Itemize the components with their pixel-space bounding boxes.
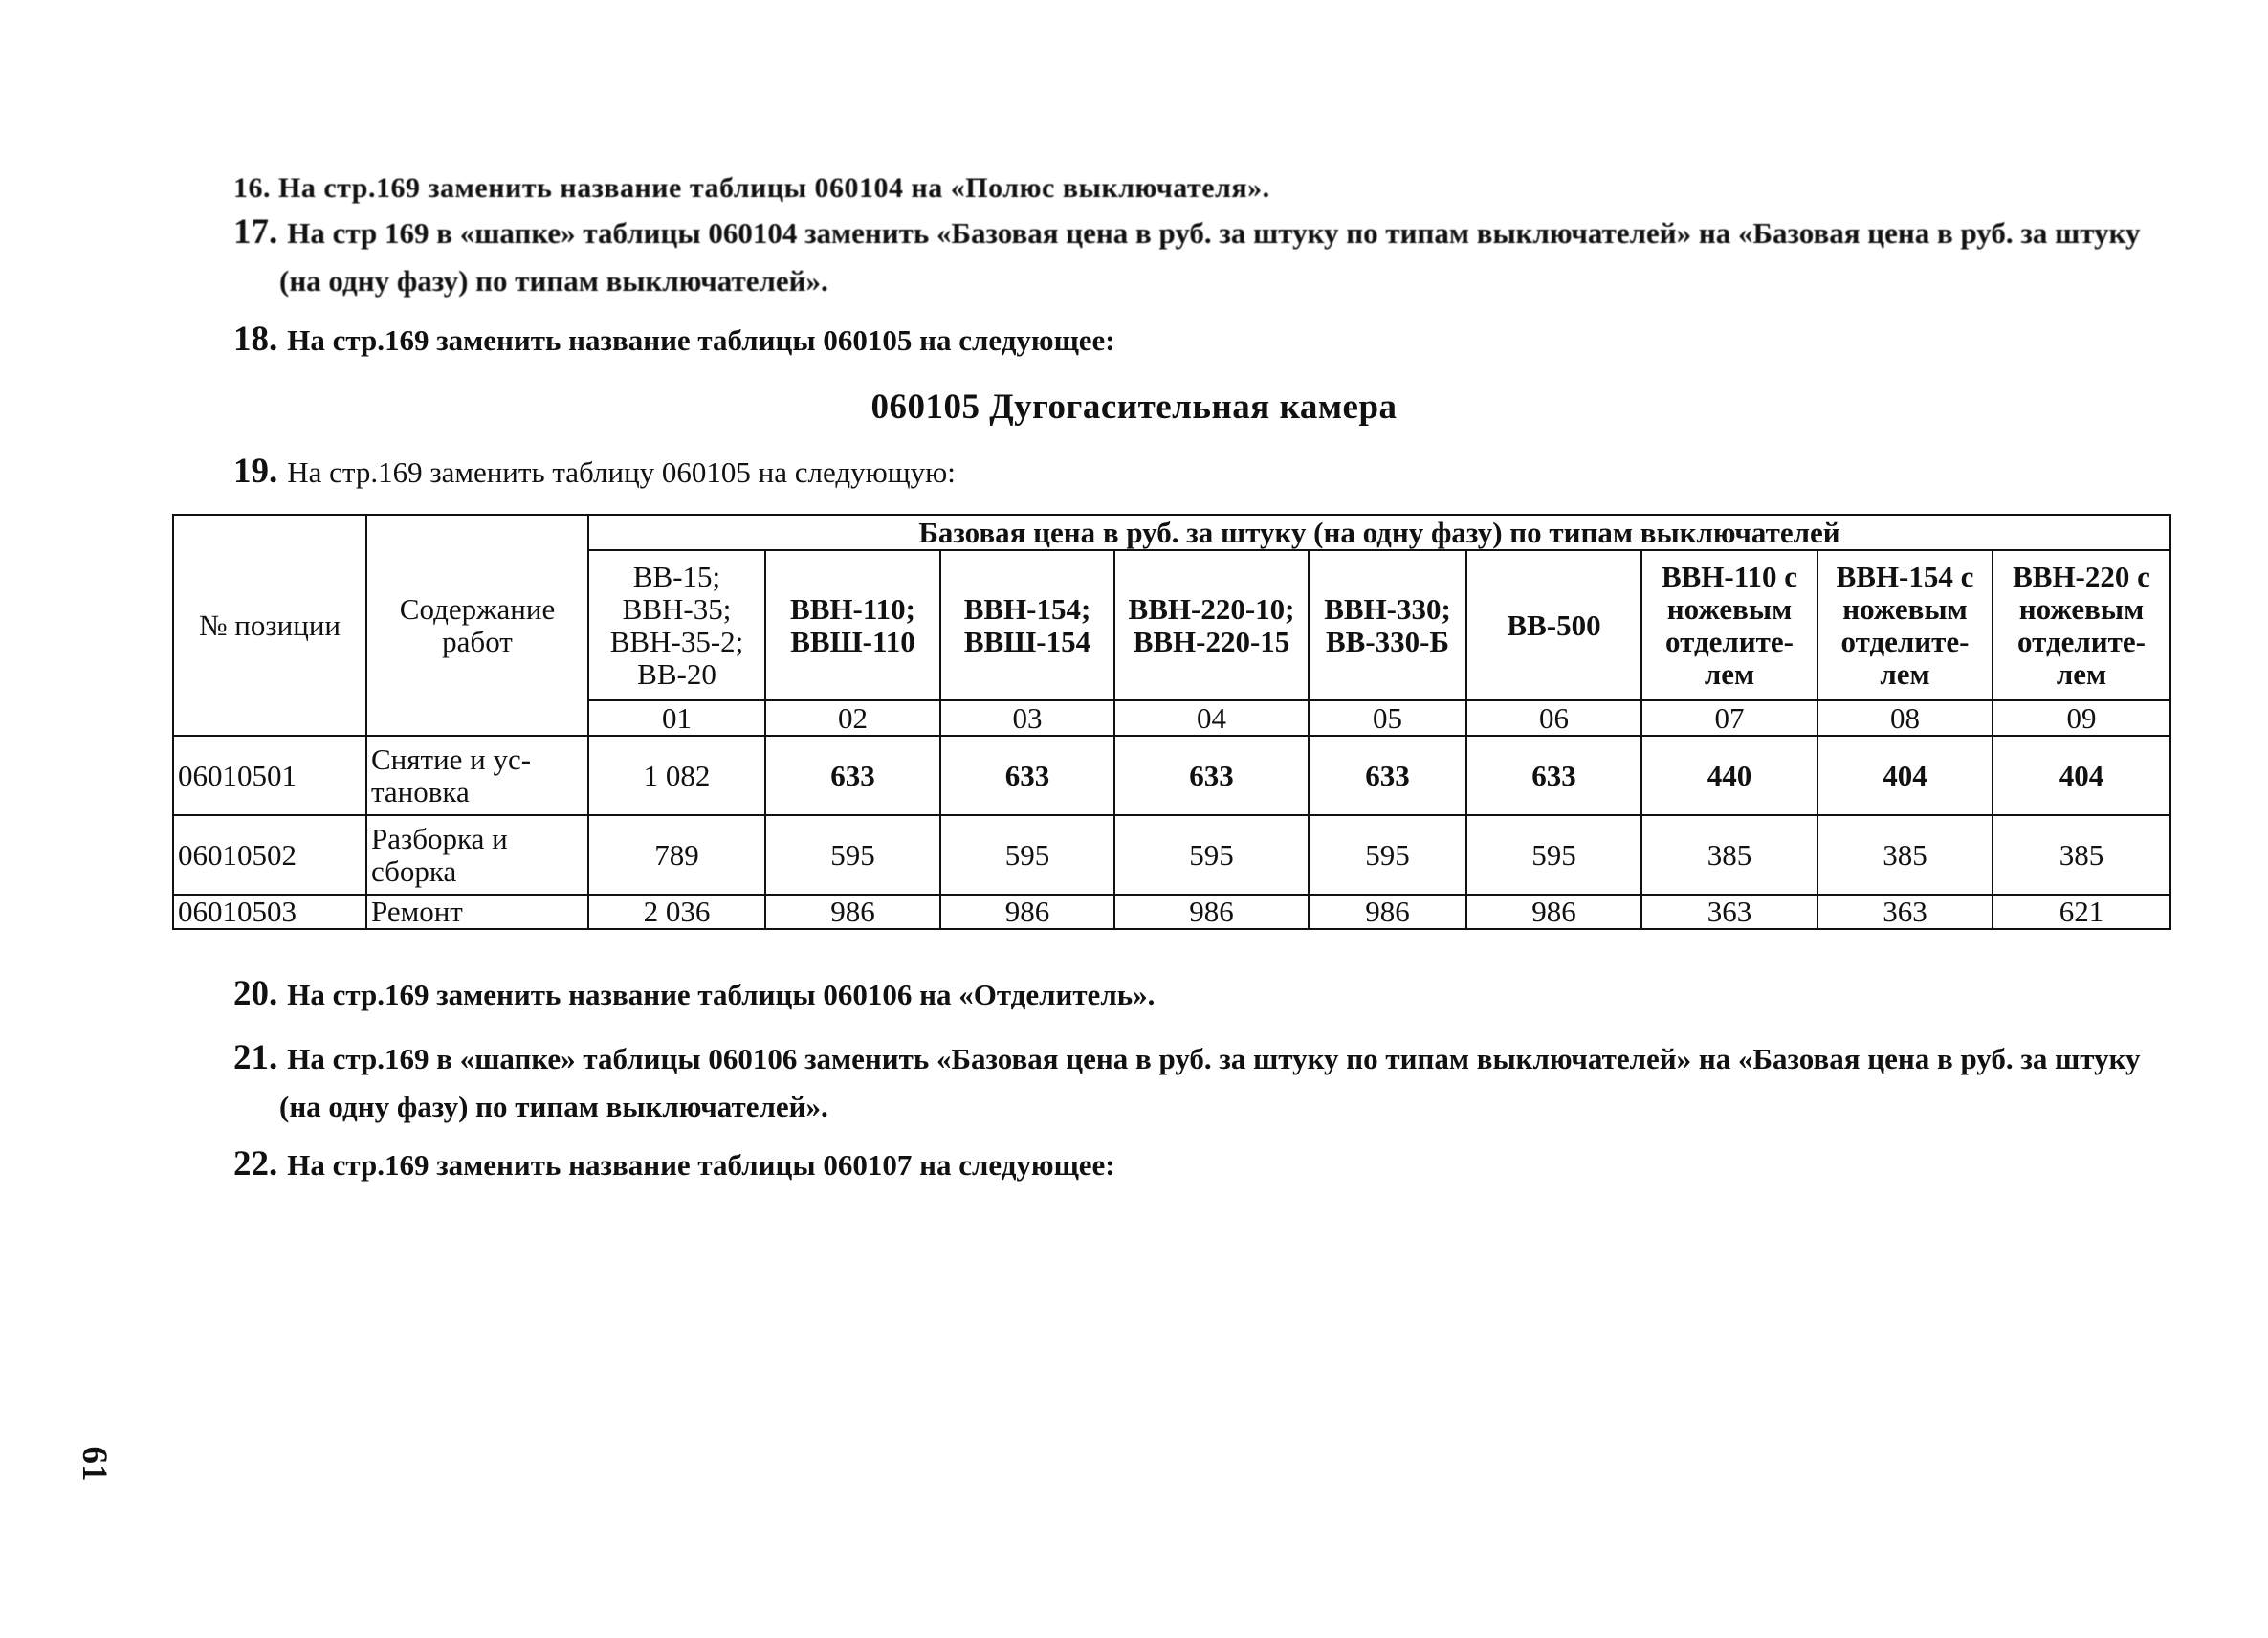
row-work: Ремонт: [366, 895, 588, 929]
row-value: 595: [940, 815, 1114, 895]
row-value: 385: [1817, 815, 1993, 895]
page-number: 61: [75, 1446, 114, 1482]
row-value: 404: [1993, 736, 2170, 815]
header-type: ВВН-220-10; ВВН-220-15: [1114, 550, 1309, 700]
header-type: ВВ-15; ВВН-35; ВВН-35-2; ВВ-20: [588, 550, 765, 700]
row-value: 2 036: [588, 895, 765, 929]
item-20-number: 20.: [233, 974, 278, 1013]
row-value: 986: [1114, 895, 1309, 929]
header-group: Базовая цена в руб. за штуку (на одну фазу) по типам выключателей: [588, 515, 2170, 550]
row-value: 633: [1309, 736, 1466, 815]
row-work: Снятие и ус-тановка: [366, 736, 588, 815]
row-value: 595: [1466, 815, 1641, 895]
item-20: [233, 970, 2127, 1019]
item-18: [233, 316, 2127, 365]
row-value: 404: [1817, 736, 1993, 815]
item-17-text: На стр 169 в «шапке» таблицы 060104 заменить «Базовая цена в руб. за штуку по типам выключателей» на «Базовая цена в руб. за штуку (на одну фазу) по типам выключателей».: [279, 216, 2141, 298]
row-value: 633: [1114, 736, 1309, 815]
header-code: 03: [940, 700, 1114, 736]
header-type: ВВН-110; ВВШ-110: [765, 550, 940, 700]
item-18-text: На стр.169 заменить название таблицы 060105 на следующее:: [287, 323, 1115, 357]
header-code: 08: [1817, 700, 1993, 736]
header-code: 07: [1641, 700, 1817, 736]
row-work: Разборка и сборка: [366, 815, 588, 895]
header-type: ВВ-500: [1466, 550, 1641, 700]
header-type: ВВН-110 с ножевым отделите-лем: [1641, 550, 1817, 700]
item-21-text: На стр.169 в «шапке» таблицы 060106 заменить «Базовая цена в руб. за штуку по типам выключателей» на «Базовая цена в руб. за штуку (на одну фазу) по типам выключателей».: [279, 1042, 2141, 1123]
row-value: 633: [940, 736, 1114, 815]
row-value: 986: [1466, 895, 1641, 929]
row-value: 385: [1993, 815, 2170, 895]
row-value: 789: [588, 815, 765, 895]
row-value: 621: [1993, 895, 2170, 929]
header-code: 01: [588, 700, 765, 736]
header-code: 09: [1993, 700, 2170, 736]
row-value: 595: [765, 815, 940, 895]
item-22-number: 22.: [233, 1144, 278, 1184]
item-21-number: 21.: [233, 1038, 278, 1077]
item-21: [233, 1034, 2173, 1131]
item-16-text: 16. На стр.169 заменить название таблицы 060104 на «Полюс выключателя».: [233, 172, 1270, 204]
row-value: 986: [765, 895, 940, 929]
header-content: Содержание работ: [366, 515, 588, 736]
item-19-number: 19.: [233, 452, 278, 491]
table-row: [173, 736, 2170, 815]
item-19-text: На стр.169 заменить таблицу 060105 на следующую:: [287, 455, 956, 489]
row-value: 1 082: [588, 736, 765, 815]
item-17: [233, 209, 2173, 305]
table-row: [173, 815, 2170, 895]
item-22: [233, 1140, 2127, 1189]
table-header-row: [173, 515, 2170, 550]
row-position: 06010502: [173, 815, 366, 895]
header-position: № позиции: [173, 515, 366, 736]
item-17-number: 17.: [233, 212, 278, 252]
row-value: 440: [1641, 736, 1817, 815]
header-code: 04: [1114, 700, 1309, 736]
row-value: 633: [765, 736, 940, 815]
header-type: ВВН-154 с ножевым отделите-лем: [1817, 550, 1993, 700]
section-title: 060105 Дугогасительная камера: [870, 387, 1398, 427]
header-code: 05: [1309, 700, 1466, 736]
row-value: 986: [940, 895, 1114, 929]
price-table: [172, 514, 2171, 930]
row-value: 595: [1309, 815, 1466, 895]
row-value: 986: [1309, 895, 1466, 929]
header-code: 06: [1466, 700, 1641, 736]
row-position: 06010503: [173, 895, 366, 929]
item-22-text: На стр.169 заменить название таблицы 060107 на следующее:: [287, 1148, 1115, 1182]
row-value: 633: [1466, 736, 1641, 815]
row-value: 595: [1114, 815, 1309, 895]
table-row: [173, 895, 2170, 929]
item-19: [233, 448, 2127, 497]
row-value: 385: [1641, 815, 1817, 895]
header-code: 02: [765, 700, 940, 736]
item-18-number: 18.: [233, 320, 278, 359]
header-type: ВВН-154; ВВШ-154: [940, 550, 1114, 700]
row-value: 363: [1817, 895, 1993, 929]
row-value: 363: [1641, 895, 1817, 929]
item-16: [233, 165, 2127, 212]
row-position: 06010501: [173, 736, 366, 815]
item-20-text: На стр.169 заменить название таблицы 060106 на «Отделитель».: [287, 978, 1156, 1011]
header-type: ВВН-220 с ножевым отделите-лем: [1993, 550, 2170, 700]
header-type: ВВН-330; ВВ-330-Б: [1309, 550, 1466, 700]
